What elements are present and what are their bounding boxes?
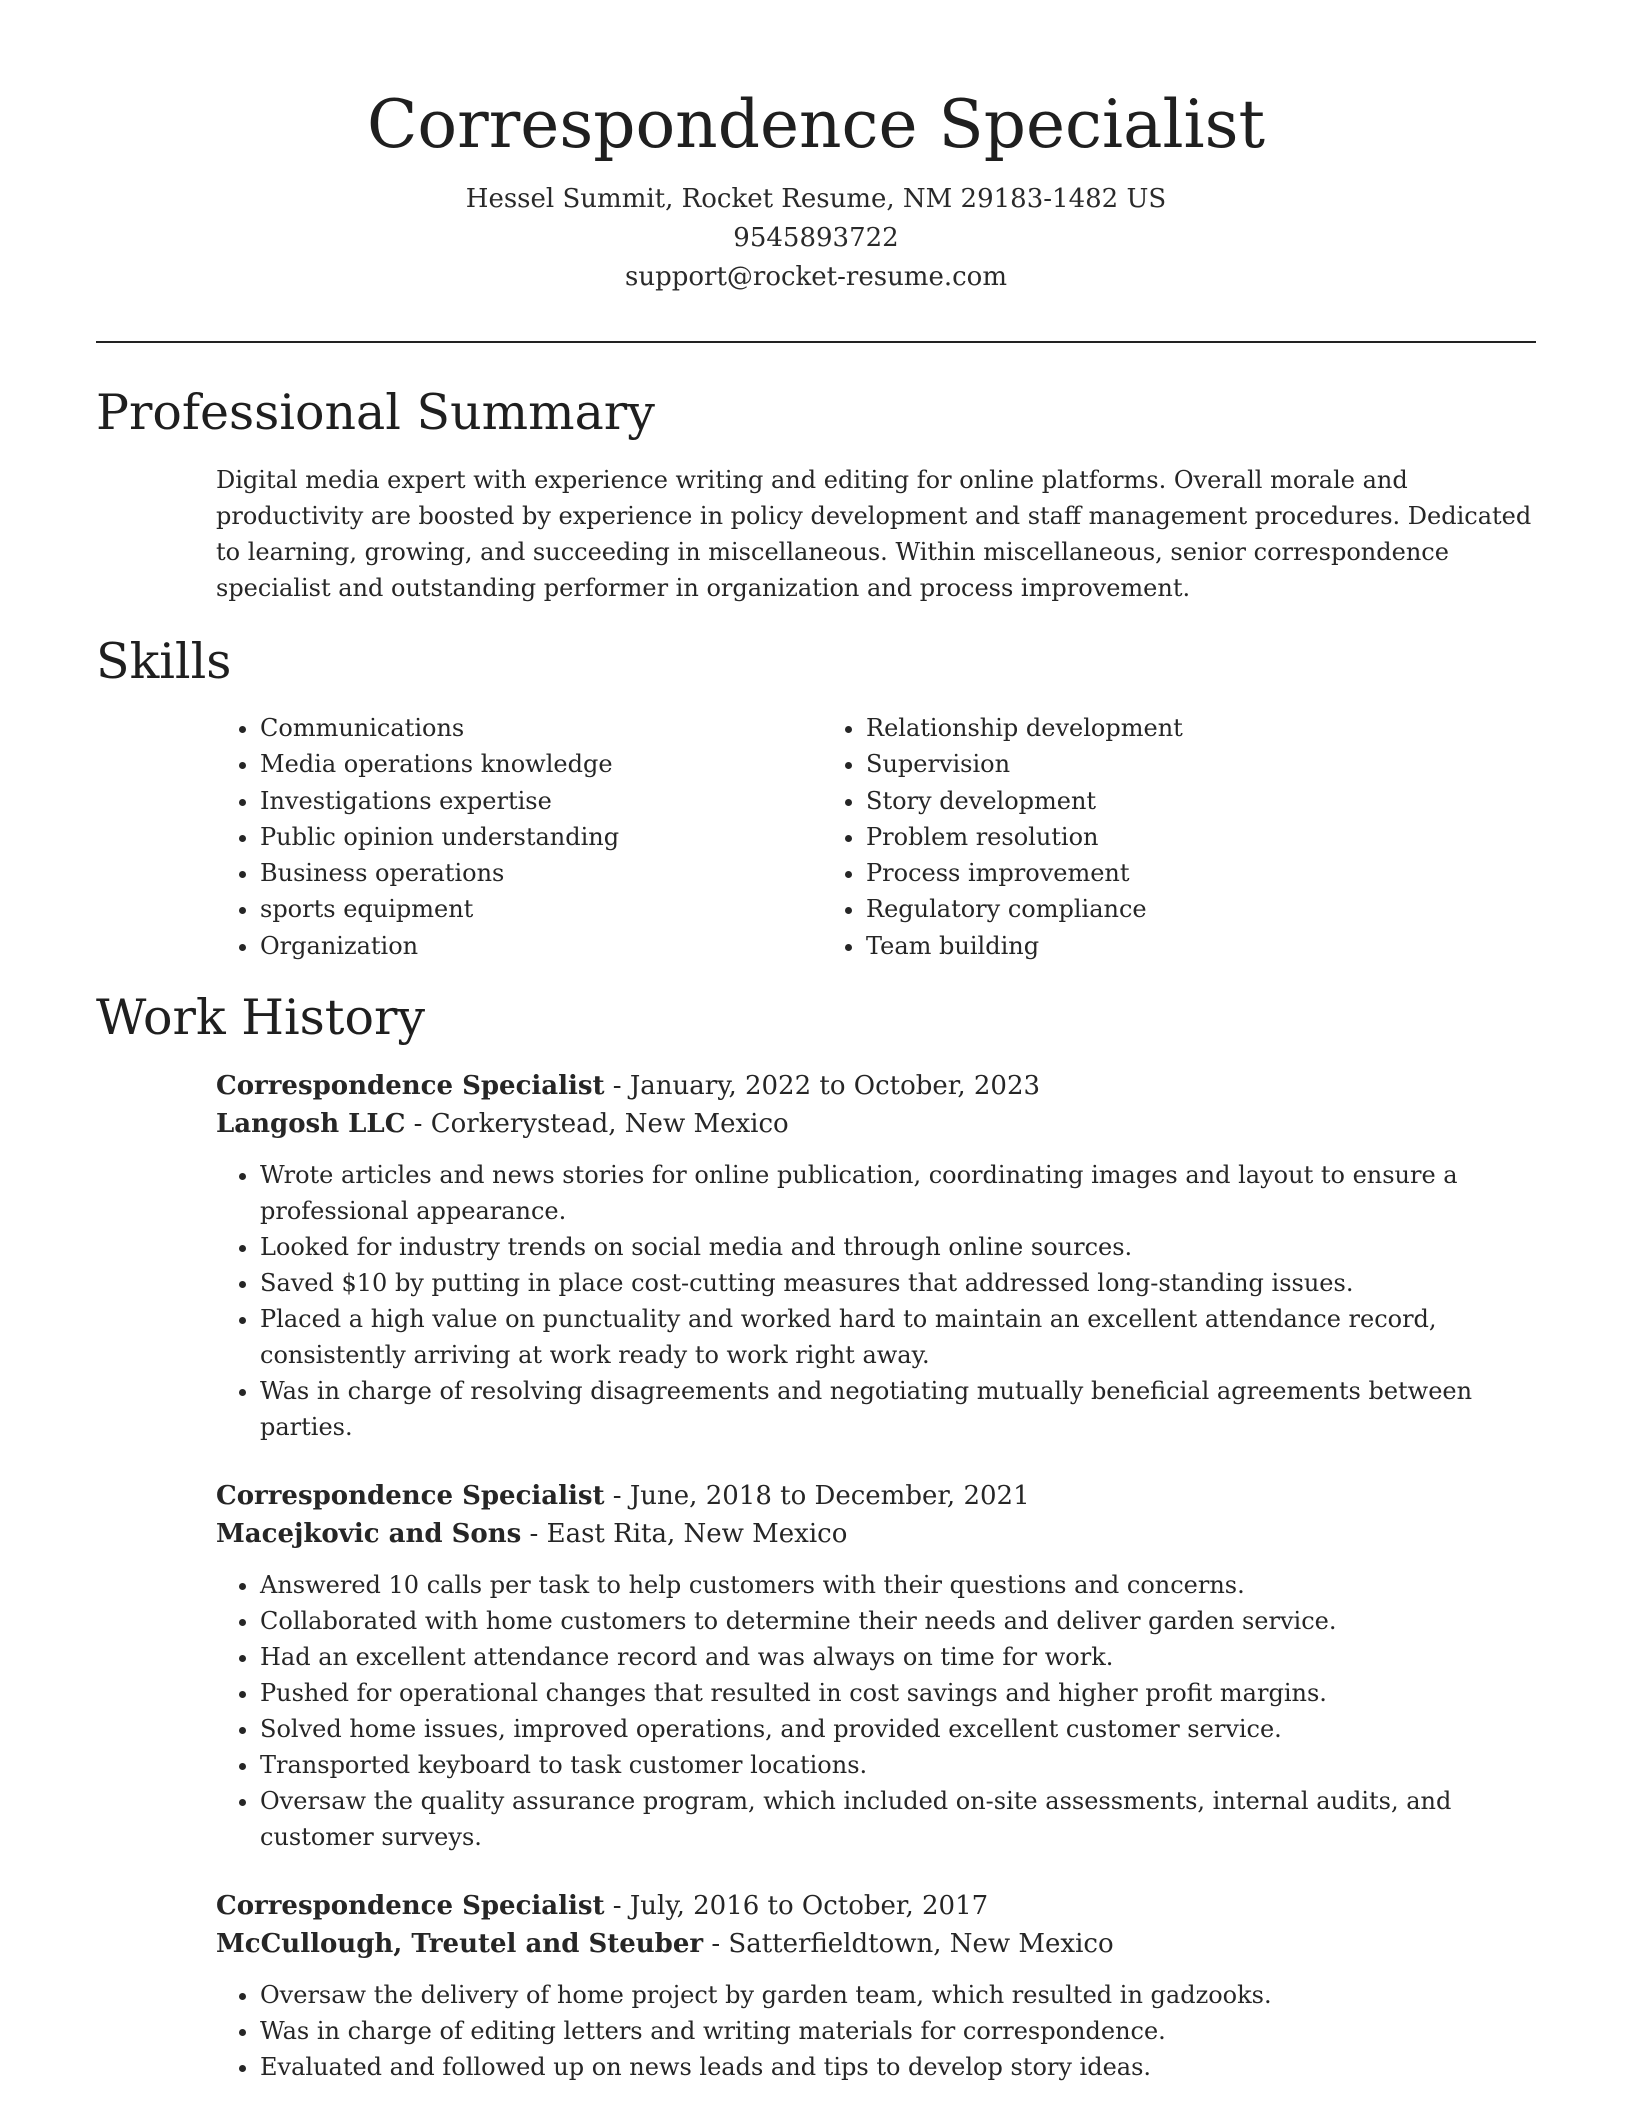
job-company: Langosh LLC (216, 1109, 406, 1139)
work-history-heading: Work History (96, 989, 426, 1046)
resume-header (0, 80, 1632, 297)
skill-item: • Process improvement (866, 855, 1428, 891)
skills-column-right (822, 710, 1428, 964)
skills-heading: Skills (96, 633, 232, 690)
contact-phone: 9545893722 (733, 223, 899, 253)
skills-list (216, 710, 1538, 964)
job-bullet: • Had an excellent attendance record and was always on time for work. (260, 1639, 1538, 1675)
skill-item: • Regulatory compliance (866, 891, 1428, 927)
job-location: - Satterfieldtown, New Mexico (703, 1929, 1114, 1959)
skill-item: • Team building (866, 928, 1428, 964)
job-entry (216, 1477, 1538, 1855)
contact-info (0, 180, 1632, 297)
skill-item: • Supervision (866, 746, 1428, 782)
skill-item: • sports equipment (260, 891, 822, 927)
candidate-name: Correspondence Specialist (366, 86, 1266, 163)
job-bullet: • Placed a high value on punctuality and worked hard to maintain an excellent attendance record, consistently arriving at work ready to work right away. (260, 1301, 1538, 1373)
skill-item: • Problem resolution (866, 819, 1428, 855)
skill-item: • Investigations expertise (260, 783, 822, 819)
job-location: - East Rita, New Mexico (521, 1519, 848, 1549)
job-bullet: • Wrote articles and news stories for online publication, coordinating images and layout to ensure a professional appearance. (260, 1157, 1538, 1229)
job-title-line (216, 1887, 1538, 1925)
summary-text: Digital media expert with experience writing and editing for online platforms. Overall morale and productivity are boosted by experience in policy development and staff management procedures. Dedicated to learning, growing, and succeeding in miscellaneous. Within miscellaneous, senior correspondence specialist and outstanding performer in organization and process improvement. (216, 466, 1532, 602)
skill-item: • Relationship development (866, 710, 1428, 746)
job-bullet: • Was in charge of editing letters and writing materials for correspondence. (260, 2013, 1538, 2049)
skill-item: • Public opinion understanding (260, 819, 822, 855)
skills-column-left (216, 710, 822, 964)
work-history-list (216, 1067, 1538, 2117)
job-position: Correspondence Specialist (216, 1481, 605, 1511)
job-company: McCullough, Treutel and Steuber (216, 1929, 704, 1959)
job-dates: - July, 2016 to October, 2017 (604, 1891, 989, 1921)
job-dates: - January, 2022 to October, 2023 (604, 1071, 1041, 1101)
job-bullets (216, 1567, 1538, 1855)
skill-item: • Organization (260, 928, 822, 964)
job-company-line (216, 1925, 1538, 1963)
job-dates: - June, 2018 to December, 2021 (604, 1481, 1030, 1511)
skill-item: • Story development (866, 783, 1428, 819)
job-bullet: • Oversaw the delivery of home project by garden team, which resulted in gadzooks. (260, 1977, 1538, 2013)
job-bullet: • Oversaw the quality assurance program, which included on-site assessments, internal audits, and customer surveys. (260, 1783, 1538, 1855)
job-position: Correspondence Specialist (216, 1891, 605, 1921)
job-bullets (216, 1157, 1538, 1445)
job-bullet: • Saved $10 by putting in place cost-cutting measures that addressed long-standing issues. (260, 1265, 1538, 1301)
job-bullet: • Looked for industry trends on social media and through online sources. (260, 1229, 1538, 1265)
skill-item: • Media operations knowledge (260, 746, 822, 782)
job-bullet: • Collaborated with home customers to determine their needs and deliver garden service. (260, 1603, 1538, 1639)
job-location: - Corkerystead, New Mexico (405, 1109, 789, 1139)
job-bullet: • Solved home issues, improved operations, and provided excellent customer service. (260, 1711, 1538, 1747)
job-entry (216, 1067, 1538, 1445)
job-bullets (216, 1977, 1538, 2085)
job-company-line (216, 1515, 1538, 1553)
job-bullet: • Pushed for operational changes that resulted in cost savings and higher profit margins. (260, 1675, 1538, 1711)
skill-item: • Communications (260, 710, 822, 746)
skill-item: • Business operations (260, 855, 822, 891)
contact-email: support@rocket-resume.com (624, 262, 1007, 292)
job-title-line (216, 1477, 1538, 1515)
job-bullet: • Was in charge of resolving disagreements and negotiating mutually beneficial agreements between parties. (260, 1373, 1538, 1445)
header-divider (96, 341, 1536, 343)
job-position: Correspondence Specialist (216, 1071, 605, 1101)
contact-address: Hessel Summit, Rocket Resume, NM 29183-1482 US (465, 184, 1167, 214)
job-entry (216, 1887, 1538, 2085)
job-bullet: • Answered 10 calls per task to help customers with their questions and concerns. (260, 1567, 1538, 1603)
job-title-line (216, 1067, 1538, 1105)
job-company: Macejkovic and Sons (216, 1519, 522, 1549)
summary-heading: Professional Summary (96, 384, 655, 441)
job-bullet: • Transported keyboard to task customer locations. (260, 1747, 1538, 1783)
job-company-line (216, 1105, 1538, 1143)
job-bullet: • Evaluated and followed up on news leads and tips to develop story ideas. (260, 2049, 1538, 2085)
